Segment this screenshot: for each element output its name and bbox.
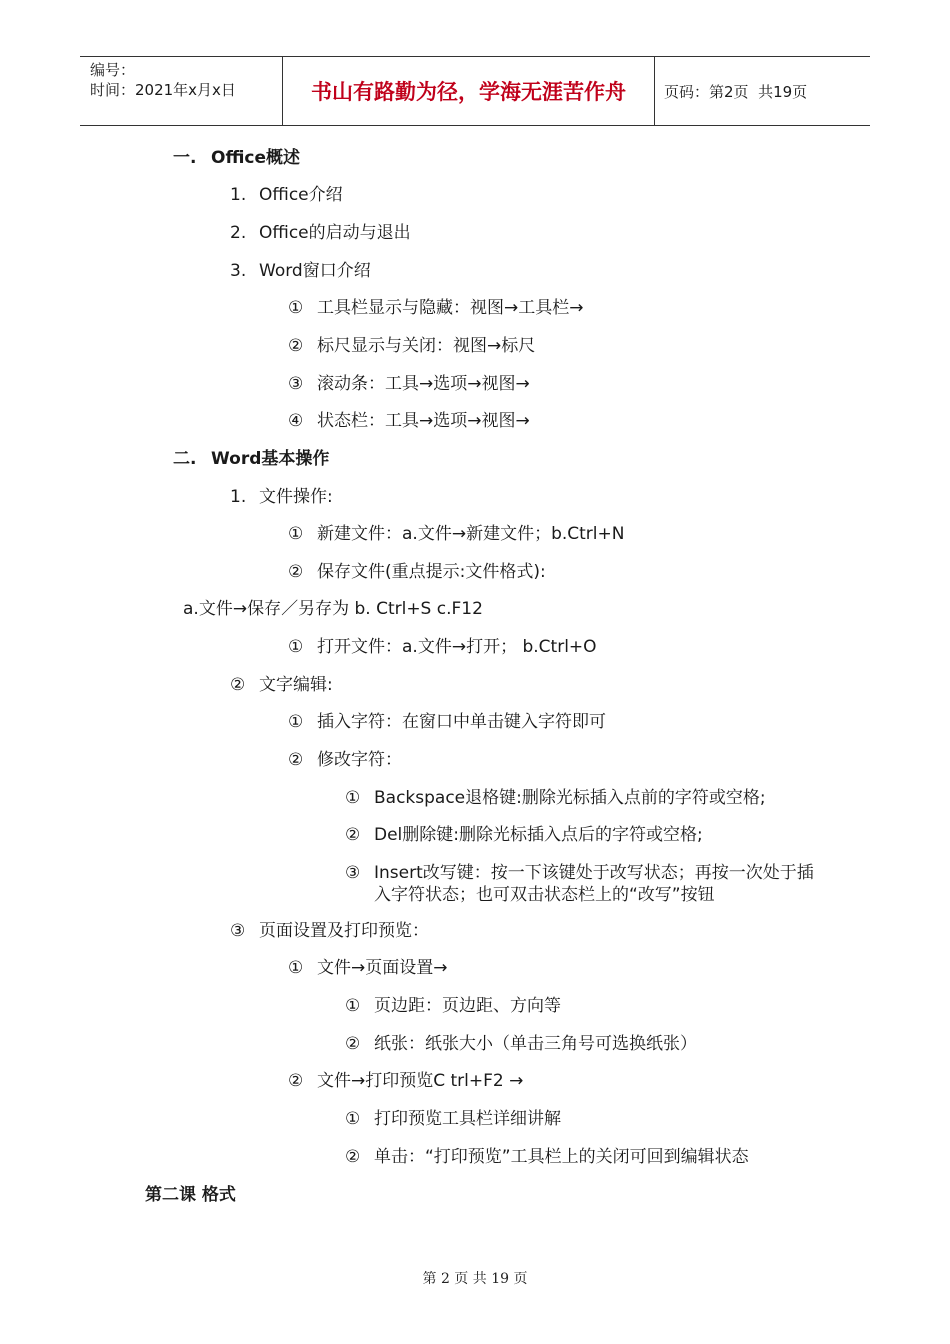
list-marker: 2. xyxy=(230,223,247,243)
list-marker: ① xyxy=(288,637,304,657)
list-marker: 一. xyxy=(173,148,197,168)
list-marker: 1. xyxy=(230,487,247,507)
list-marker: ② xyxy=(345,825,361,845)
header-page-info: 页码：第2页 共19页 xyxy=(664,82,808,101)
list-marker: ② xyxy=(288,750,304,770)
list-item: 纸张：纸张大小（单击三角号可选换纸张） xyxy=(374,1034,697,1054)
list-marker: ② xyxy=(288,562,304,582)
list-item: Word窗口介绍 xyxy=(259,261,371,281)
list-item: 页面设置及打印预览： xyxy=(259,921,429,941)
list-item: Office介绍 xyxy=(259,185,343,205)
list-marker: ② xyxy=(288,336,304,356)
list-item: 保存文件(重点提示:文件格式): xyxy=(317,562,546,582)
list-marker: 3. xyxy=(230,261,247,281)
list-marker: 二. xyxy=(173,449,197,469)
list-marker: ② xyxy=(288,1071,304,1091)
list-marker: 1. xyxy=(230,185,247,205)
list-item: 文件操作: xyxy=(259,487,333,507)
list-item: 文字编辑: xyxy=(259,675,333,695)
list-marker: ① xyxy=(345,788,361,808)
list-item: Insert改写键：按一下该键处于改写状态；再按一次处于插入字符状态；也可双击状态栏上的“改写”按钮 xyxy=(374,863,814,905)
list-item: 插入字符：在窗口中单击键入字符即可 xyxy=(317,712,606,732)
list-marker: ② xyxy=(230,675,246,695)
list-item: Backspace退格键:删除光标插入点前的字符或空格; xyxy=(374,788,766,808)
page-header xyxy=(80,56,870,126)
section-heading: 第二课 格式 xyxy=(145,1185,236,1205)
list-marker: ③ xyxy=(288,374,304,394)
list-marker: ① xyxy=(288,958,304,978)
list-marker: ① xyxy=(345,996,361,1016)
list-item: 新建文件：a.文件→新建文件；b.Ctrl+N xyxy=(317,524,625,544)
list-item: 打印预览工具栏详细讲解 xyxy=(374,1109,561,1129)
list-marker: ① xyxy=(288,298,304,318)
header-motto: 书山有路勤为径，学海无涯苦作舟 xyxy=(282,57,655,125)
list-item: 单击：“打印预览”工具栏上的关闭可回到编辑状态 xyxy=(374,1147,749,1167)
list-item: 文件→打印预览C trl+F2 → xyxy=(317,1071,524,1091)
list-marker: ① xyxy=(288,524,304,544)
page-footer: 第 2 页 共 19 页 xyxy=(422,1271,528,1287)
list-item: 滚动条：工具→选项→视图→ xyxy=(317,374,530,394)
number-label: 编号： xyxy=(90,61,136,79)
list-item: 修改字符： xyxy=(317,750,402,770)
section-heading: Office概述 xyxy=(211,148,301,168)
list-item: 标尺显示与关闭：视图→标尺 xyxy=(317,336,536,356)
list-item: Office的启动与退出 xyxy=(259,223,411,243)
date-label: 时间：2021年x月x日 xyxy=(90,81,236,99)
list-marker: ④ xyxy=(288,411,304,431)
list-item: Del删除键:删除光标插入点后的字符或空格; xyxy=(374,825,703,845)
list-marker: ① xyxy=(345,1109,361,1129)
list-item: 页边距：页边距、方向等 xyxy=(374,996,561,1016)
list-marker: ① xyxy=(288,712,304,732)
header-meta xyxy=(80,57,282,125)
list-item: 状态栏：工具→选项→视图→ xyxy=(317,411,530,431)
list-item: 工具栏显示与隐藏：视图→工具栏→ xyxy=(317,298,584,318)
list-marker: ② xyxy=(345,1034,361,1054)
list-item: a.文件→保存／另存为 b. Ctrl+S c.F12 xyxy=(183,599,483,619)
list-item: 打开文件：a.文件→打开； b.Ctrl+O xyxy=(317,637,597,657)
list-marker: ③ xyxy=(345,863,361,883)
list-item: 文件→页面设置→ xyxy=(317,958,448,978)
section-heading: Word基本操作 xyxy=(211,449,330,469)
list-marker: ③ xyxy=(230,921,246,941)
list-marker: ② xyxy=(345,1147,361,1167)
